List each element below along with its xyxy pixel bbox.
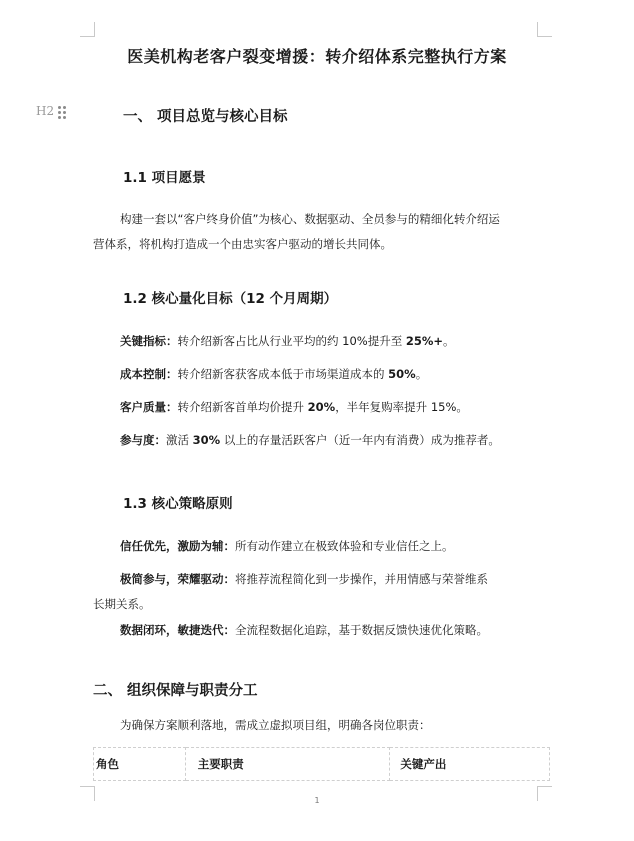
drag-handle-icon[interactable] (58, 106, 68, 120)
section11-heading: 1.1 项目愿景 (123, 170, 206, 186)
table-header-cell[interactable]: 主要职责 (185, 748, 390, 781)
paragraph-line: 营体系，将机构打造成一个由忠实客户驱动的增长共同体。 (93, 237, 392, 251)
table-header-row (94, 748, 550, 781)
heading-level-icon: H2 (36, 104, 55, 118)
principle-item: 信任优先，激励为辅：所有动作建立在极致体验和专业信任之上。 (120, 539, 454, 553)
metric-item: 客户质量：转介绍新客首单均价提升 20%，半年复购率提升 15%。 (120, 400, 468, 414)
section13-heading: 1.3 核心策略原则 (123, 496, 233, 512)
section2-intro: 为确保方案顺利落地，需成立虚拟项目组，明确各岗位职责： (120, 718, 431, 732)
principle-item-continuation: 长期关系。 (93, 597, 151, 611)
document-title: 医美机构老客户裂变增援：转介绍体系完整执行方案 (127, 47, 507, 66)
principle-item: 极简参与，荣耀驱动：将推荐流程简化到一步操作，并用情感与荣誉维系 (120, 572, 488, 586)
roles-table (93, 747, 550, 781)
section1-heading: 一、 项目总览与核心目标 (123, 109, 288, 125)
table-header-cell[interactable]: 角色 (94, 748, 186, 781)
section12-heading: 1.2 核心量化目标（12 个月周期） (123, 291, 338, 307)
section2-heading: 二、 组织保障与职责分工 (93, 683, 258, 699)
metric-item: 关键指标：转介绍新客占比从行业平均的约 10%提升至 25%+。 (120, 334, 455, 348)
paragraph-line: 构建一套以“客户终身价值”为核心、数据驱动、全员参与的精细化转介绍运 (120, 212, 500, 226)
table-header-cell[interactable]: 关键产出 (390, 748, 550, 781)
page-corner-mark (80, 22, 95, 37)
metric-item: 成本控制：转介绍新客获客成本低于市场渠道成本的 50%。 (120, 367, 428, 381)
page-corner-mark (537, 22, 552, 37)
page-number: 1 (314, 796, 320, 805)
metric-item: 参与度：激活 30% 以上的存量活跃客户（近一年内有消费）成为推荐者。 (120, 433, 500, 447)
principle-item: 数据闭环，敏捷迭代：全流程数据化追踪，基于数据反馈快速优化策略。 (120, 623, 488, 637)
